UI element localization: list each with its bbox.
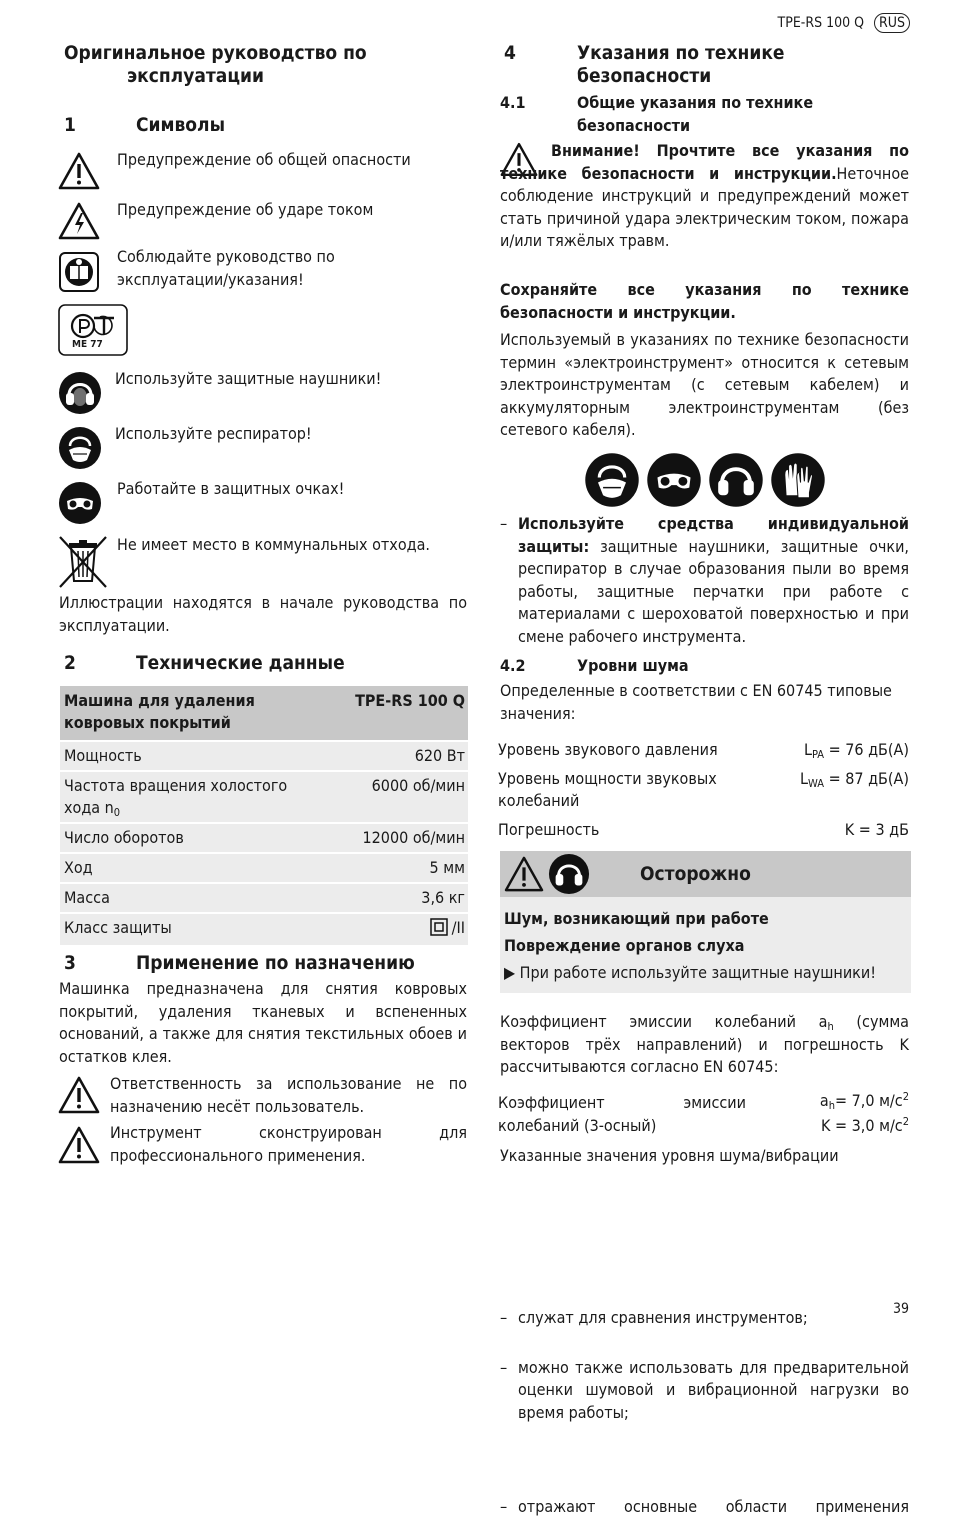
noise-values bbox=[498, 739, 909, 841]
symbol-label: Используйте защитные наушники! bbox=[115, 369, 382, 388]
symbol-label: Используйте респиратор! bbox=[115, 424, 312, 443]
crossed-bin-icon bbox=[58, 535, 108, 589]
model-name: TPE-RS 100 Q bbox=[777, 15, 865, 31]
ear-protection-icon bbox=[548, 853, 590, 895]
keep-instructions: Сохраняйте все указания по технике безопасности и инструкции. bbox=[500, 280, 909, 322]
subsection-4-1-heading: 4.1 Общие указания по технике безопасности bbox=[500, 93, 814, 135]
table-row: Мощность 620 Вт bbox=[60, 741, 468, 771]
professional-use-warning: Инструмент сконструирован для профессионального применения. bbox=[110, 1123, 467, 1165]
read-manual-icon bbox=[59, 252, 99, 292]
tech-data-table bbox=[60, 686, 468, 947]
list-item: – отражают основные области применения bbox=[500, 1497, 909, 1516]
page-number: 39 bbox=[892, 1301, 909, 1317]
table-row: Частота вращения холостого хода $n_0$ 6000 об/мин bbox=[60, 771, 468, 823]
pct-certification-icon bbox=[58, 304, 128, 356]
caution-header bbox=[500, 851, 911, 897]
gloves-icon bbox=[770, 452, 826, 508]
safety-goggles-icon bbox=[646, 452, 702, 508]
noise-row: Погрешность K = 3 дБ bbox=[498, 819, 909, 839]
section-4-heading: 4 Указания по технике безопасности bbox=[504, 42, 785, 87]
warning-triangle-icon bbox=[504, 856, 544, 892]
table-row: Ход 5 мм bbox=[60, 853, 468, 883]
symbol-label: Предупреждение об общей опасности bbox=[117, 150, 411, 169]
language-badge: RUS bbox=[874, 13, 910, 33]
ear-protection-icon bbox=[708, 452, 764, 508]
vibration-intro: Коэффициент эмиссии колебаний $a_h$ (сумма векторов трёх направлений) и погрешность K рассчитываются согласно EN 60745: bbox=[500, 1012, 910, 1076]
noise-row: Уровень звукового давления $L_{PA} = 76$ дБ(A) bbox=[498, 740, 909, 761]
respirator-icon bbox=[584, 452, 640, 508]
list-item: – можно также использовать для предварительной оценки шумовой и вибрационной нагрузки во время работы; bbox=[500, 1357, 909, 1422]
electric-warning-icon bbox=[58, 202, 100, 240]
list-item: – служат для сравнения инструментов; bbox=[500, 1308, 808, 1327]
warning-triangle-icon bbox=[58, 1126, 100, 1164]
protection-class-ii-icon bbox=[430, 918, 448, 942]
values-list-intro: Указанные значения уровня шума/вибрации bbox=[500, 1146, 839, 1165]
misuse-warning: Ответственность за использование не по назначению несёт пользователь. bbox=[110, 1074, 467, 1116]
symbol-label: Соблюдайте руководство по эксплуатации/указания! bbox=[117, 247, 335, 289]
section-3-heading: 3 Применение по назначению bbox=[64, 952, 415, 974]
section-2-heading: 2 Технические данные bbox=[64, 652, 345, 674]
noise-row: Уровень мощности звуковых колебаний $L_{WA} = 87$ дБ(A) bbox=[498, 768, 909, 810]
caution-instruction: ▶ При работе используйте защитные наушники! bbox=[504, 963, 876, 982]
subsection-4-2-heading: 4.2 Уровни шума bbox=[500, 656, 689, 675]
section-1-heading: 1 Символы bbox=[64, 114, 226, 136]
respirator-icon bbox=[58, 426, 102, 470]
page-header bbox=[778, 12, 910, 35]
vibration-label: Коэффициент эмиссии колебаний (3-осный) bbox=[498, 1093, 746, 1135]
symbol-label: Предупреждение об ударе током bbox=[117, 200, 374, 219]
table-row: Число оборотов 12000 об/мин bbox=[60, 823, 468, 853]
document-title: Оригинальное руководство по эксплуатации bbox=[64, 42, 367, 87]
illustrations-note: Иллюстрации находятся в начале руководства по эксплуатации. bbox=[59, 593, 467, 635]
ppe-icon-row bbox=[584, 452, 826, 508]
vibration-values: $a_h= 7,0$ $м/с^2$ K = 3,0 $м/с^2$ bbox=[819, 1090, 909, 1135]
symbol-label: Работайте в защитных очках! bbox=[117, 479, 345, 498]
table-row: Масса 3,6 кг bbox=[60, 883, 468, 913]
caution-title: Осторожно bbox=[640, 863, 751, 885]
intended-use-text: Машинка предназначена для снятия ковровых покрытий, удаления тканевых и вспененных оснований, а также для снятия текстильных обоев и остатков клея. bbox=[59, 979, 467, 1066]
ppe-list-item: – Используйте средства индивидуальной защиты: защитные наушники, защитные очки, респиратор в случае образования пыли во время работы, защитные перчатки при работе с материалами с шероховатой поверхностью и при смене рабочего инструмента. bbox=[500, 514, 909, 646]
attention-paragraph: Внимание! Прочтите все указания по технике безопасности и инструкции.Неточное соблюдение инструкций и предупреждений может стать причиной удара электрическим током, пожара и/или тяжёлых травм. bbox=[500, 141, 909, 250]
noise-intro: Определенные в соответствии с EN 60745 типовые значения: bbox=[500, 681, 892, 723]
warning-triangle-icon bbox=[58, 1076, 100, 1114]
power-tool-term-text: Используемый в указаниях по технике безопасности термин «электроинструмент» относится к сетевым электроинструментам (с сетевым кабелем) и аккумуляторным электроинструментам (без сетевого кабеля). bbox=[500, 330, 909, 439]
ear-protection-icon bbox=[58, 371, 102, 415]
table-header-model: TPE-RS 100 Q bbox=[330, 686, 468, 741]
warning-triangle-icon bbox=[58, 152, 100, 190]
pct-badge-text: ME 77 bbox=[72, 339, 103, 350]
safety-goggles-icon bbox=[58, 481, 102, 525]
symbol-label: Не имеет место в коммунальных отхода. bbox=[117, 535, 430, 554]
caution-box bbox=[500, 851, 911, 993]
caution-line: Повреждение органов слуха bbox=[504, 936, 745, 955]
table-row: Класс защиты /II bbox=[60, 913, 468, 946]
table-header-label: Машина для удаления ковровых покрытий bbox=[60, 686, 330, 741]
caution-line: Шум, возникающий при работе bbox=[504, 909, 769, 928]
